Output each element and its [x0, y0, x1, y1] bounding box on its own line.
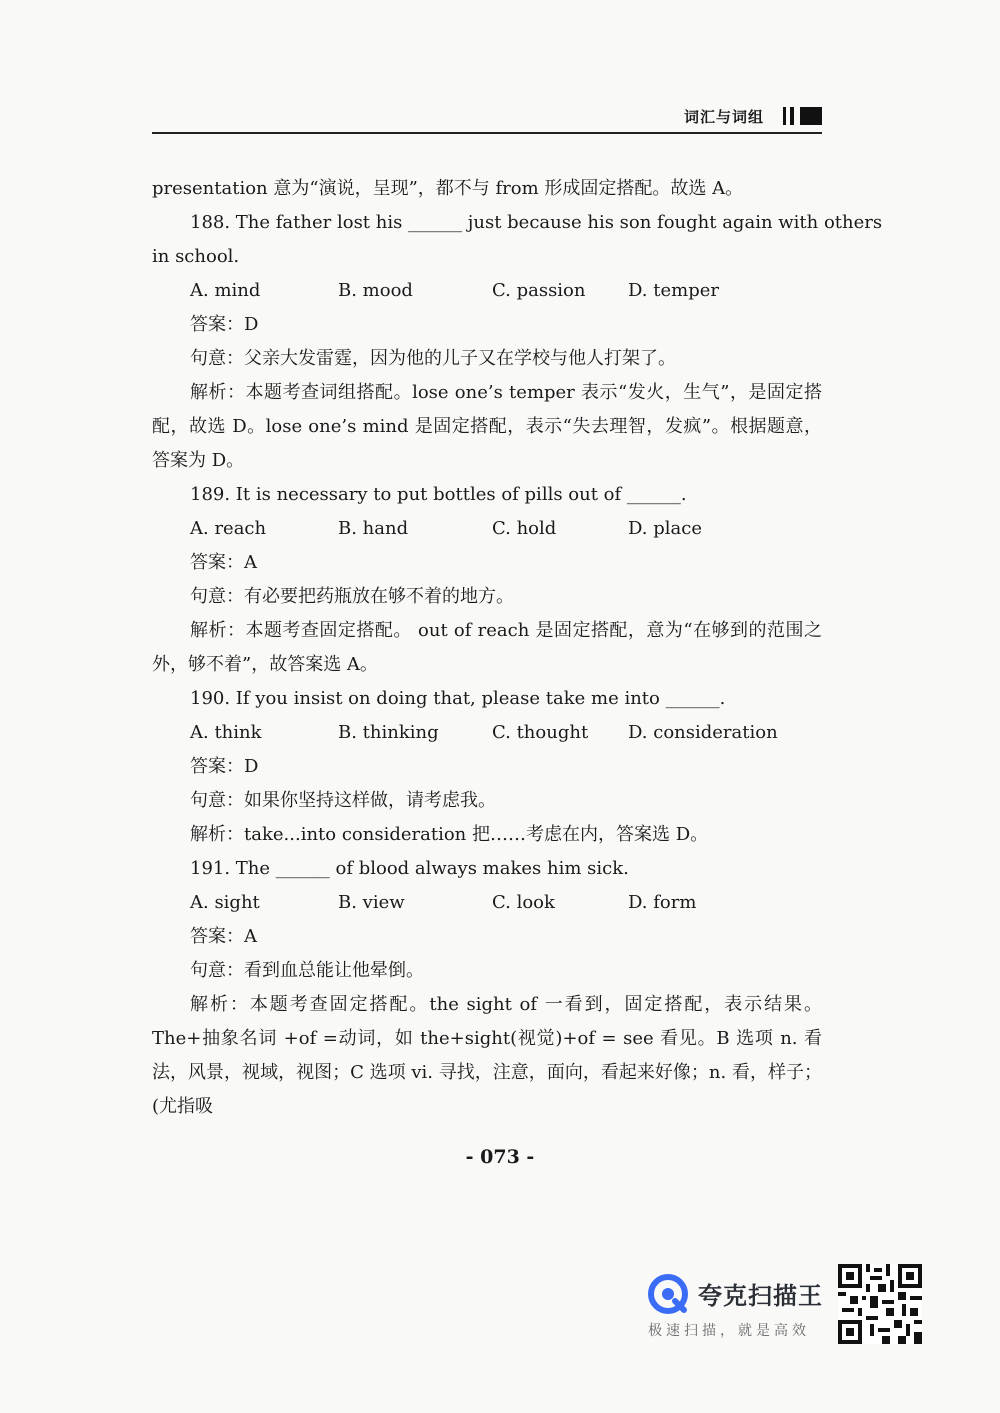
option-d: D. consideration [628, 722, 778, 743]
header-title: 词汇与词组 [683, 108, 764, 126]
options-188 [152, 274, 822, 308]
qr-code-icon [838, 1264, 922, 1344]
watermark-slogan: 极速扫描，就是高效 [648, 1323, 810, 1339]
option-c: C. thought [492, 722, 589, 743]
question-189: 189. It is necessary to put bottles of pills out of ______. [190, 484, 687, 505]
option-d: D. form [628, 892, 697, 913]
answer-188: 答案：D [190, 314, 259, 335]
page-number: - 073 - [465, 1146, 535, 1168]
page-content [152, 172, 883, 1124]
answer-190: 答案：D [190, 756, 259, 777]
option-b: B. view [338, 892, 405, 913]
analysis-189: 解析：本题考查固定搭配。 out of reach 是固定搭配，意为“在够到的范围之外，够不着”，故答案选 A。 [152, 620, 822, 675]
option-a: A. sight [190, 892, 260, 913]
analysis-191: 解析：本题考查固定搭配。the sight of 一看到，固定搭配，表示结果。The+抽象名词 +of =动词，如 the+sight(视觉)+of = see 看见。B 选项 n. 看法，风景，视域，视图；C 选项 vi. 寻找，注意，面向，看起来好像；n. 看，样子；(尤指吸 [152, 994, 822, 1117]
option-d: D. place [628, 518, 702, 539]
option-a: A. mind [190, 280, 261, 301]
meaning-190: 句意：如果你坚持这样做，请考虑我。 [190, 790, 496, 811]
option-a: A. reach [190, 518, 267, 539]
text-line: presentation 意为“演说，呈现”，都不与 from 形成固定搭配。故选 A。 [152, 178, 744, 199]
page-header [152, 100, 822, 134]
meaning-189: 句意：有必要把药瓶放在够不着的地方。 [190, 586, 514, 607]
option-c: C. passion [492, 280, 586, 301]
header-rule [152, 132, 822, 134]
option-c: C. look [492, 892, 555, 913]
options-190 [152, 716, 822, 750]
option-d: D. temper [628, 280, 719, 301]
meaning-188: 句意：父亲大发雷霆，因为他的儿子又在学校与他人打架了。 [190, 348, 676, 369]
question-188-continued: in school. [152, 246, 240, 267]
watermark-app-name: 夸克扫描王 [698, 1282, 823, 1310]
header-bar-decoration [790, 107, 794, 125]
header-block-decoration [800, 107, 822, 125]
quark-logo-icon [648, 1274, 688, 1314]
option-b: B. hand [338, 518, 409, 539]
option-a: A. think [190, 722, 262, 743]
analysis-188: 解析：本题考查词组搭配。lose one’s temper 表示“发火，生气”，是固定搭配，故选 D。lose one’s mind 是固定搭配，表示“失去理智，发疯”。根据题意，答案为 D。 [152, 382, 822, 471]
options-189 [152, 512, 822, 546]
answer-191: 答案：A [190, 926, 257, 947]
meaning-191: 句意：看到血总能让他晕倒。 [190, 960, 424, 981]
analysis-190: 解析：take...into consideration 把……考虑在内，答案选 D。 [190, 824, 709, 845]
question-190: 190. If you insist on doing that, please take me into ______. [190, 688, 726, 709]
answer-189: 答案：A [190, 552, 257, 573]
question-191: 191. The ______ of blood always makes him sick. [190, 858, 629, 879]
options-191 [152, 886, 822, 920]
option-b: B. mood [338, 280, 413, 301]
question-188: 188. The father lost his ______ just because his son fought again with others [190, 212, 883, 233]
option-c: C. hold [492, 518, 557, 539]
header-bar-decoration [783, 107, 786, 125]
option-b: B. thinking [338, 722, 439, 743]
